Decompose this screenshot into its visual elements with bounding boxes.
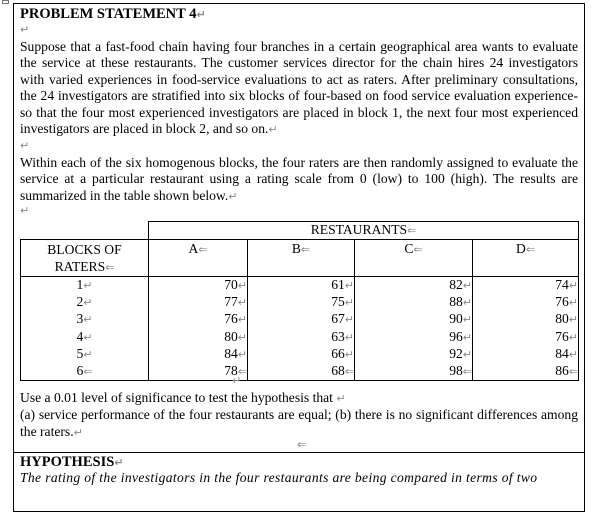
blocks-column [21, 277, 149, 381]
table-move-handle-icon[interactable] [2, 0, 9, 4]
rating-value: 84↵ [555, 345, 579, 361]
blocks-of-raters-header: BLOCKS OF RATERS⇐ [21, 240, 149, 277]
rating-value: 90↵ [449, 311, 472, 327]
column-header-c: C⇐ [355, 240, 473, 277]
rating-value: 80↵ [224, 328, 247, 344]
test-hypotheses: (a) service performance of the four restaurants are equal; (b) there is no significant differences among the raters.↵ [20, 407, 578, 439]
hypothesis-title: HYPOTHESIS↵ [20, 454, 124, 470]
test-instruction: Use a 0.01 level of significance to test the hypothesis that ↵ [20, 390, 346, 405]
column-header-a: A⇐ [149, 240, 248, 277]
block-label: 5↵ [76, 345, 93, 361]
paragraph-mark: ↵ [20, 23, 30, 36]
rating-value: 96↵ [449, 328, 472, 344]
rating-value: 74↵ [555, 277, 579, 292]
rating-value: 61↵ [331, 277, 354, 292]
column-b-values [248, 277, 355, 381]
column-a-values [149, 277, 248, 381]
block-label: 4↵ [76, 328, 93, 344]
paragraph-1: Suppose that a fast-food chain having four branches in a certain geographical area wants to evaluate the service at these restaurants. The customer services director for the chain hires 24 investigators with varied experiences in food-service evaluations to act as raters. After preliminary consultations, the 24 investigators are stratified into six blocks of four-based on food service evaluation experience-so that the four most experienced investigators are placed in block 1, the next four most experienced investigators are placed in block 2, and so on.↵ [20, 39, 578, 137]
paragraph-2: Within each of the six homogenous blocks, the four raters are then randomly assigned to evaluate the service at a particular restaurant using a rating scale from 0 (low) to 100 (high). The results are summarized in the table shown below.↵ [20, 155, 578, 203]
rating-value: 75↵ [331, 294, 354, 310]
rating-value: 76↵ [555, 294, 579, 310]
column-d-values [473, 277, 579, 381]
problem-statement-cell [13, 3, 585, 453]
block-label: 6⇐ [76, 363, 93, 379]
rating-value: 78⇐ [224, 363, 247, 379]
block-label: 2↵ [76, 294, 93, 310]
problem-title: PROBLEM STATEMENT 4↵ [20, 6, 206, 22]
rating-value: 67↵ [331, 311, 354, 327]
column-header-d: D⇐ [473, 240, 579, 277]
ratings-table [20, 221, 579, 381]
paragraph-mark: ↵ [20, 139, 30, 152]
rating-value: 70↵ [224, 277, 247, 292]
rating-value: 76↵ [555, 328, 579, 344]
rating-value: 80↵ [555, 311, 579, 327]
block-label: 1↵ [76, 277, 93, 292]
paragraph-mark: ↵ [20, 204, 30, 217]
rating-value: 66↵ [331, 345, 354, 361]
paragraph-3 [20, 390, 578, 441]
block-label: 3↵ [76, 311, 93, 327]
rating-value: 82↵ [449, 277, 472, 292]
restaurants-header: RESTAURANTS⇐ [149, 222, 579, 240]
hypothesis-cell [13, 452, 585, 512]
rating-value: 86⇐ [555, 363, 579, 379]
paragraph-mark: ⇐ [297, 438, 307, 451]
rating-value: 84↵ [224, 345, 247, 361]
rating-value: 63↵ [331, 328, 354, 344]
rating-value: 88↵ [449, 294, 472, 310]
rating-value: 98⇐ [449, 363, 472, 379]
rating-value: 77↵ [224, 294, 247, 310]
rating-value: 68⇐ [331, 363, 354, 379]
hypothesis-text: The rating of the investigators in the four restaurants are being compared in terms of two [20, 470, 538, 485]
paragraph-mark: ↵ [232, 374, 242, 387]
rating-value: 92↵ [449, 345, 472, 361]
rating-value: 76↵ [224, 311, 247, 327]
column-c-values [355, 277, 473, 381]
column-header-b: B⇐ [248, 240, 355, 277]
